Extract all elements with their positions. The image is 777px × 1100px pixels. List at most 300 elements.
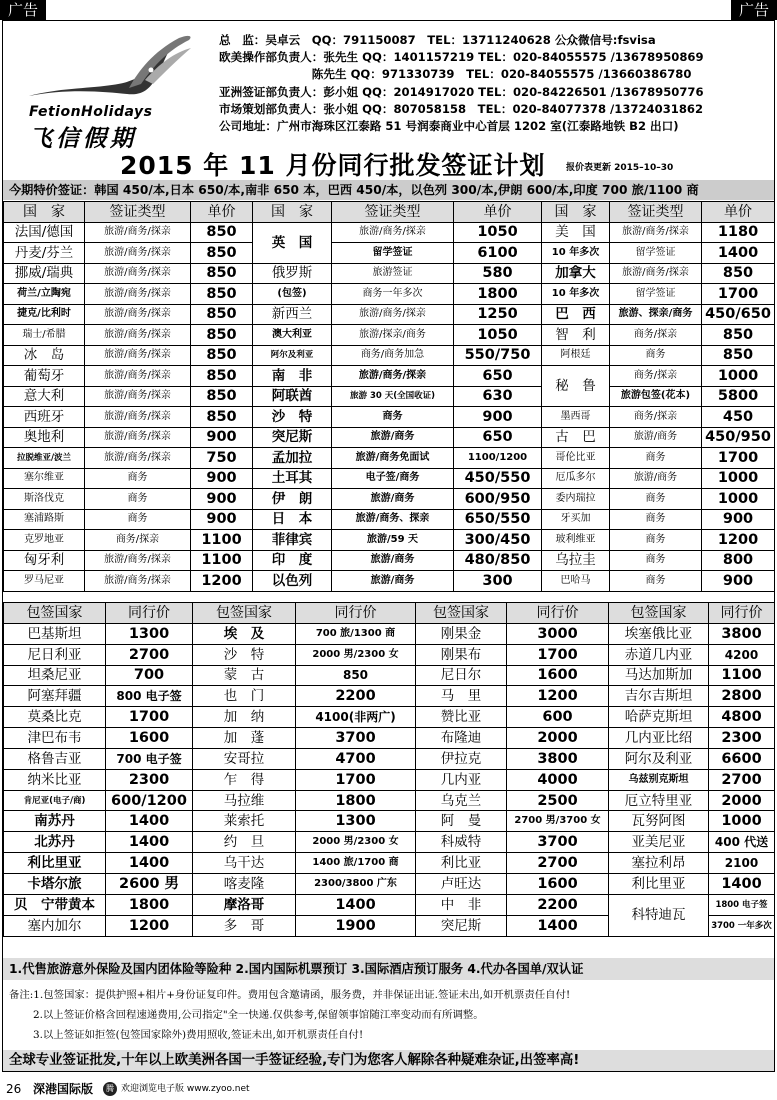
visa-type-cell: 旅游/商务免面试 [332, 448, 454, 469]
country-cell: 科特迪瓦 [609, 894, 709, 936]
country-cell: 奥地利 [4, 427, 85, 448]
country-cell: 乌拉圭 [542, 550, 610, 571]
table-row [4, 489, 775, 510]
visa-type-cell: 旅游/商务 [332, 489, 454, 510]
visa-type-cell: 商务/商务加急 [332, 345, 454, 366]
country-cell: 南 非 [253, 366, 332, 387]
country-cell: 阿尔及利亚 [253, 345, 332, 366]
country-cell: 捷克/比利时 [4, 304, 85, 325]
header-cell: 签证类型 [610, 202, 702, 223]
country-cell: 贝 宁带黄本 [4, 894, 106, 915]
price-cell: 2700 [709, 769, 775, 790]
table-row [4, 686, 775, 707]
visa-type-cell: 商务 [85, 509, 191, 530]
country-cell: 土耳其 [253, 468, 332, 489]
visa-type-cell: 旅游/探亲/商务 [332, 325, 454, 346]
price-cell: 700 [106, 665, 193, 686]
header-cell: 同行价 [507, 603, 609, 624]
price-cell: 6100 [454, 243, 542, 264]
price-cell: 3700 [296, 728, 416, 749]
table-row [4, 644, 775, 665]
country-cell: 巴哈马 [542, 571, 610, 592]
visa-type-cell: 旅游/商务/探亲 [85, 427, 191, 448]
price-cell: 1600 [507, 665, 609, 686]
country-cell: 美 国 [542, 222, 610, 243]
visa-type-cell: 商务/探亲 [610, 325, 702, 346]
country-cell: 阿塞拜疆 [4, 686, 106, 707]
header-cell: 签证类型 [85, 202, 191, 223]
contact-info [219, 32, 774, 135]
country-cell: 法国/德国 [4, 222, 85, 243]
visa-type-cell: 旅游/商务/探亲 [610, 263, 702, 284]
price-cell: 580 [454, 263, 542, 284]
country-cell: 约 旦 [193, 832, 296, 853]
page-title: 2015 年 11 月份同行批发签证计划 [120, 151, 546, 180]
header-cell: 国 家 [542, 202, 610, 223]
visa-type-cell: 商务 [85, 489, 191, 510]
visa-type-cell: 商务 [610, 489, 702, 510]
contact-line: 公司地址：广州市海珠区江泰路 51 号润泰商业中心首层 1202 室(江泰路地铁 B2 出口) [219, 118, 679, 133]
price-cell: 1800 电子签 [709, 894, 775, 915]
visa-type-cell: 留学签证 [610, 243, 702, 264]
package-visa-table [3, 602, 775, 937]
header-cell: 包签国家 [609, 603, 709, 624]
footer [0, 1078, 777, 1100]
price-cell: 2000 男/2300 女 [296, 644, 416, 665]
visa-type-cell: 商务 [610, 509, 702, 530]
visa-type-cell: 商务 [610, 345, 702, 366]
country-cell: 赤道几内亚 [609, 644, 709, 665]
country-cell: (包签) [253, 284, 332, 305]
country-cell: 印 度 [253, 550, 332, 571]
table-row [4, 345, 775, 366]
header-cell: 国 家 [253, 202, 332, 223]
visa-type-cell: 旅游/商务/探亲 [85, 366, 191, 387]
visa-type-cell: 旅游/商务/探亲 [85, 284, 191, 305]
price-cell: 1300 [106, 623, 193, 644]
country-cell: 南苏丹 [4, 811, 106, 832]
country-cell: 罗马尼亚 [4, 571, 85, 592]
visa-type-cell: 商务/探亲 [610, 366, 702, 387]
note-line: 2.以上签证价格含回程速递费用,公司指定"全一快递.仅供参考,保留领事馆随江率变动而有所调整。 [33, 1009, 484, 1021]
country-cell: 新西兰 [253, 304, 332, 325]
country-cell: 以色列 [253, 571, 332, 592]
price-cell: 1400 [296, 894, 416, 915]
price-cell: 4100(非两广) [296, 707, 416, 728]
header-cell: 单价 [454, 202, 542, 223]
visa-type-cell: 旅游/商务/探亲 [332, 366, 454, 387]
price-cell: 1600 [106, 728, 193, 749]
country-cell: 塞内加尔 [4, 915, 106, 936]
country-cell: 英 国 [253, 222, 332, 263]
visa-type-cell: 商务一年多次 [332, 284, 454, 305]
visa-type-cell: 商务 [85, 468, 191, 489]
price-cell: 3800 [507, 748, 609, 769]
country-cell: 厄立特里亚 [609, 790, 709, 811]
country-cell: 加 蓬 [193, 728, 296, 749]
country-cell: 布隆迪 [416, 728, 507, 749]
table-row [4, 623, 775, 644]
header-cell: 包签国家 [416, 603, 507, 624]
table-header-row [4, 202, 775, 223]
country-cell: 肯尼亚(电子/商) [4, 790, 106, 811]
country-cell: 尼日尔 [416, 665, 507, 686]
price-cell: 1800 [454, 284, 542, 305]
visa-type-cell: 商务 [332, 407, 454, 428]
country-cell: 斯洛伐克 [4, 489, 85, 510]
price-cell: 800 [702, 550, 775, 571]
logo [19, 30, 209, 152]
services-bar: 1.代售旅游意外保险及国内团体险等险种 2.国内国际机票预订 3.国际酒店预订服务 4.代办各国单/双认证 [3, 958, 774, 980]
price-cell: 850 [702, 325, 775, 346]
website-link[interactable]: 欢迎浏览电子版 www.zyoo.net [121, 1084, 250, 1094]
table-row [4, 448, 775, 469]
visa-type-cell: 商务 [610, 530, 702, 551]
country-cell: 伊 朗 [253, 489, 332, 510]
price-cell: 850 [191, 386, 253, 407]
price-cell: 2700 [507, 853, 609, 874]
visa-type-cell: 旅游/商务 [610, 468, 702, 489]
country-cell: 10 年多次 [542, 243, 610, 264]
country-cell: 突尼斯 [253, 427, 332, 448]
table-row [4, 304, 775, 325]
visa-type-cell: 旅游 30 天(全国收证) [332, 386, 454, 407]
country-cell: 巴 西 [542, 304, 610, 325]
price-cell: 480/850 [454, 550, 542, 571]
price-cell: 2100 [709, 853, 775, 874]
price-cell: 3800 [709, 623, 775, 644]
price-cell: 850 [191, 222, 253, 243]
header-cell: 签证类型 [332, 202, 454, 223]
price-cell: 850 [296, 665, 416, 686]
table-row [4, 748, 775, 769]
visa-type-cell: 商务 [610, 550, 702, 571]
country-cell: 马达加斯加 [609, 665, 709, 686]
visa-type-cell: 旅游/商务/探亲 [332, 304, 454, 325]
country-cell: 中 非 [416, 894, 507, 915]
country-cell: 沙 特 [253, 407, 332, 428]
country-cell: 厄瓜多尔 [542, 468, 610, 489]
price-cell: 850 [191, 284, 253, 305]
price-cell: 1050 [454, 325, 542, 346]
price-cell: 1400 [106, 853, 193, 874]
price-cell: 650/550 [454, 509, 542, 530]
price-cell: 900 [702, 571, 775, 592]
title-row [3, 146, 774, 178]
note-line: 备注:1.包签国家：提供护照+相片+身份证复印件。费用包含邀请函，服务费，并非保证出证.签证未出,如开机票责任自付! [9, 989, 571, 1001]
country-cell: 赞比亚 [416, 707, 507, 728]
country-cell: 突尼斯 [416, 915, 507, 936]
price-cell: 1800 [106, 894, 193, 915]
visa-type-cell: 旅游/商务/探亲 [85, 222, 191, 243]
country-cell: 塞拉利昂 [609, 853, 709, 874]
edition-name: 深港国际版 [33, 1082, 94, 1096]
table-row [4, 894, 775, 915]
visa-type-cell: 旅游/商务/探亲 [85, 550, 191, 571]
price-cell: 450/550 [454, 468, 542, 489]
country-cell: 匈牙利 [4, 550, 85, 571]
country-cell: 阿 曼 [416, 811, 507, 832]
header-cell: 包签国家 [193, 603, 296, 624]
country-cell: 格鲁吉亚 [4, 748, 106, 769]
price-cell: 2200 [507, 894, 609, 915]
price-cell: 1200 [106, 915, 193, 936]
country-cell: 卢旺达 [416, 873, 507, 894]
visa-type-cell: 旅游签证 [332, 263, 454, 284]
page-number: 26 [6, 1082, 22, 1096]
price-cell: 1050 [454, 222, 542, 243]
price-cell: 1700 [507, 644, 609, 665]
country-cell: 利比里亚 [609, 873, 709, 894]
country-cell: 利比里亚 [4, 853, 106, 874]
price-cell: 450/650 [702, 304, 775, 325]
country-cell: 冰 岛 [4, 345, 85, 366]
visa-type-cell: 旅游/商务/探亲 [85, 263, 191, 284]
contact-line: 陈先生 QQ：971330739 TEL：020-84055575 /13660386780 [219, 67, 692, 82]
country-cell: 多 哥 [193, 915, 296, 936]
price-cell: 1100 [191, 550, 253, 571]
visa-type-cell: 旅游、探亲/商务 [610, 304, 702, 325]
price-cell: 600/1200 [106, 790, 193, 811]
visa-type-cell: 留学签证 [610, 284, 702, 305]
price-cell: 2300/3800 广东 [296, 873, 416, 894]
price-cell: 300 [454, 571, 542, 592]
table-row [4, 284, 775, 305]
price-cell: 850 [702, 263, 775, 284]
contact-line: 亚洲签证部负责人：彭小姐 QQ：2014917020 TEL：020-84226501 /13678950776 [219, 84, 704, 99]
visa-type-cell: 旅游/商务/探亲 [85, 386, 191, 407]
price-cell: 1100/1200 [454, 448, 542, 469]
country-cell: 塞尔维亚 [4, 468, 85, 489]
visa-type-cell: 旅游包签(花本) [610, 386, 702, 407]
price-cell: 1400 [702, 243, 775, 264]
country-cell: 蒙 古 [193, 665, 296, 686]
table-row [4, 550, 775, 571]
country-cell: 卡塔尔旅 [4, 873, 106, 894]
country-cell: 拉脱维亚/波兰 [4, 448, 85, 469]
price-cell: 900 [191, 468, 253, 489]
price-cell: 900 [702, 509, 775, 530]
price-cell: 650 [454, 427, 542, 448]
price-cell: 850 [191, 243, 253, 264]
country-cell: 委内瑞拉 [542, 489, 610, 510]
table-row [4, 811, 775, 832]
country-cell: 沙 特 [193, 644, 296, 665]
country-cell: 哈萨克斯坦 [609, 707, 709, 728]
country-cell: 加拿大 [542, 263, 610, 284]
visa-type-cell: 旅游/商务 [332, 427, 454, 448]
country-cell: 利比亚 [416, 853, 507, 874]
table-row [4, 853, 775, 874]
price-cell: 4700 [296, 748, 416, 769]
price-cell: 700 电子签 [106, 748, 193, 769]
country-cell: 北苏丹 [4, 832, 106, 853]
country-cell: 津巴布韦 [4, 728, 106, 749]
country-cell: 乍 得 [193, 769, 296, 790]
price-cell: 1000 [702, 366, 775, 387]
visa-price-table [3, 201, 775, 592]
price-cell: 2700 [106, 644, 193, 665]
country-cell: 乌干达 [193, 853, 296, 874]
visa-type-cell: 旅游/商务/探亲 [85, 571, 191, 592]
country-cell: 乌克兰 [416, 790, 507, 811]
country-cell: 丹麦/芬兰 [4, 243, 85, 264]
price-cell: 1400 [106, 811, 193, 832]
visa-type-cell: 商务/探亲 [610, 407, 702, 428]
table-row [4, 366, 775, 387]
country-cell: 克罗地亚 [4, 530, 85, 551]
visa-type-cell: 商务 [610, 571, 702, 592]
table-row [4, 427, 775, 448]
price-cell: 550/750 [454, 345, 542, 366]
country-cell: 玻利维亚 [542, 530, 610, 551]
contact-line: 欧美操作部负责人：张先生 QQ：1401157219 TEL：020-84055575 /13678950869 [219, 50, 704, 65]
country-cell: 几内亚 [416, 769, 507, 790]
price-cell: 850 [191, 407, 253, 428]
header-cell: 国 家 [4, 202, 85, 223]
visa-type-cell: 旅游/商务/探亲 [332, 222, 454, 243]
country-cell: 西班牙 [4, 407, 85, 428]
country-cell: 墨西哥 [542, 407, 610, 428]
country-cell: 孟加拉 [253, 448, 332, 469]
country-cell: 尼日利亚 [4, 644, 106, 665]
table-row [4, 325, 775, 346]
price-cell: 1700 [296, 769, 416, 790]
price-cell: 1000 [709, 811, 775, 832]
country-cell: 纳米比亚 [4, 769, 106, 790]
visa-type-cell: 旅游/商务/探亲 [85, 345, 191, 366]
country-cell: 10 年多次 [542, 284, 610, 305]
price-cell: 1700 [702, 284, 775, 305]
price-cell: 1800 [296, 790, 416, 811]
price-cell: 1200 [507, 686, 609, 707]
country-cell: 瓦努阿图 [609, 811, 709, 832]
note-line: 3.以上签证如拒签(包签国家除外)费用照收,签证未出,如开机票责任自付! [33, 1029, 364, 1041]
price-cell: 1700 [702, 448, 775, 469]
price-cell: 700 旅/1300 商 [296, 623, 416, 644]
contact-line: 市场策划部负责人：张小姐 QQ：807058158 TEL：020-84077378 /13724031862 [219, 101, 704, 116]
country-cell: 刚果金 [416, 623, 507, 644]
price-cell: 2300 [709, 728, 775, 749]
table-row [4, 530, 775, 551]
price-cell: 900 [454, 407, 542, 428]
country-cell: 阿根廷 [542, 345, 610, 366]
table-row [4, 243, 775, 264]
ad-label-left: 广告 [0, 0, 46, 20]
header-cell: 同行价 [106, 603, 193, 624]
price-cell: 850 [191, 325, 253, 346]
price-cell: 650 [454, 366, 542, 387]
visa-type-cell: 留学签证 [332, 243, 454, 264]
table-row [4, 571, 775, 592]
table-row [4, 509, 775, 530]
price-cell: 6600 [709, 748, 775, 769]
price-cell: 450/950 [702, 427, 775, 448]
price-cell: 1200 [191, 571, 253, 592]
country-cell: 科威特 [416, 832, 507, 853]
price-cell: 1000 [702, 468, 775, 489]
header-cell: 单价 [702, 202, 775, 223]
price-cell: 2000 [507, 728, 609, 749]
table-row [4, 832, 775, 853]
country-cell: 亚美尼亚 [609, 832, 709, 853]
country-cell: 几内亚比绍 [609, 728, 709, 749]
country-cell: 日 本 [253, 509, 332, 530]
price-cell: 1000 [702, 489, 775, 510]
price-cell: 450 [702, 407, 775, 428]
table-row [4, 665, 775, 686]
price-cell: 800 电子签 [106, 686, 193, 707]
visa-type-cell: 旅游/商务/探亲 [85, 325, 191, 346]
header-cell: 同行价 [296, 603, 416, 624]
country-cell: 也 门 [193, 686, 296, 707]
country-cell: 坦桑尼亚 [4, 665, 106, 686]
price-cell: 400 代送 [709, 832, 775, 853]
country-cell: 埃 及 [193, 623, 296, 644]
country-cell: 莱索托 [193, 811, 296, 832]
country-cell: 阿联酋 [253, 386, 332, 407]
price-cell: 2000 男/2300 女 [296, 832, 416, 853]
price-cell: 1400 [106, 832, 193, 853]
price-cell: 2200 [296, 686, 416, 707]
price-cell: 630 [454, 386, 542, 407]
logo-chinese: 飞信假期 [29, 126, 137, 152]
price-cell: 2500 [507, 790, 609, 811]
country-cell: 牙买加 [542, 509, 610, 530]
price-cell: 2600 男 [106, 873, 193, 894]
price-cell: 5800 [702, 386, 775, 407]
price-cell: 2300 [106, 769, 193, 790]
country-cell: 埃塞俄比亚 [609, 623, 709, 644]
table-header-row [4, 603, 775, 624]
country-cell: 澳大利亚 [253, 325, 332, 346]
price-cell: 3700 [507, 832, 609, 853]
slogan-bar: 全球专业签证批发,十年以上欧美洲各国一手签证经验,专门为您客人解除各种疑难杂证,出签率高! [3, 1050, 774, 1071]
visa-type-cell: 商务 [610, 448, 702, 469]
visa-type-cell: 电子签/商务 [332, 468, 454, 489]
price-cell: 1400 [507, 915, 609, 936]
country-cell: 马 里 [416, 686, 507, 707]
price-cell: 2000 [709, 790, 775, 811]
price-cell: 1700 [106, 707, 193, 728]
table-row [4, 263, 775, 284]
price-cell: 600 [507, 707, 609, 728]
contact-line: 总 监：吴卓云 QQ：791150087 TEL：13711240628 公众微信号:fsvisa [219, 33, 656, 47]
price-cell: 600/950 [454, 489, 542, 510]
country-cell: 吉尔吉斯坦 [609, 686, 709, 707]
price-cell: 1900 [296, 915, 416, 936]
header [3, 20, 774, 152]
special-offer-bar: 今期特价签证：韩国 450/本,日本 650/本,南非 650 本，巴西 450/本，以色列 300/本,伊朗 600/本,印度 700 旅/1100 商 [3, 180, 774, 200]
ad-label-right: 广告 [731, 0, 777, 20]
visa-type-cell: 旅游/商务/探亲 [85, 448, 191, 469]
country-cell: 秘 鲁 [542, 366, 610, 407]
country-cell: 俄罗斯 [253, 263, 332, 284]
price-cell: 850 [191, 366, 253, 387]
logo-english: FetionHolidays [29, 104, 153, 120]
price-cell: 850 [702, 345, 775, 366]
price-cell: 2800 [709, 686, 775, 707]
price-cell: 1100 [191, 530, 253, 551]
visa-type-cell: 旅游/商务、探亲 [332, 509, 454, 530]
country-cell: 挪威/瑞典 [4, 263, 85, 284]
country-cell: 乌兹别克斯坦 [609, 769, 709, 790]
country-cell: 马拉维 [193, 790, 296, 811]
country-cell: 智 利 [542, 325, 610, 346]
visa-type-cell: 旅游/商务/探亲 [610, 222, 702, 243]
country-cell: 古 巴 [542, 427, 610, 448]
table-row [4, 873, 775, 894]
